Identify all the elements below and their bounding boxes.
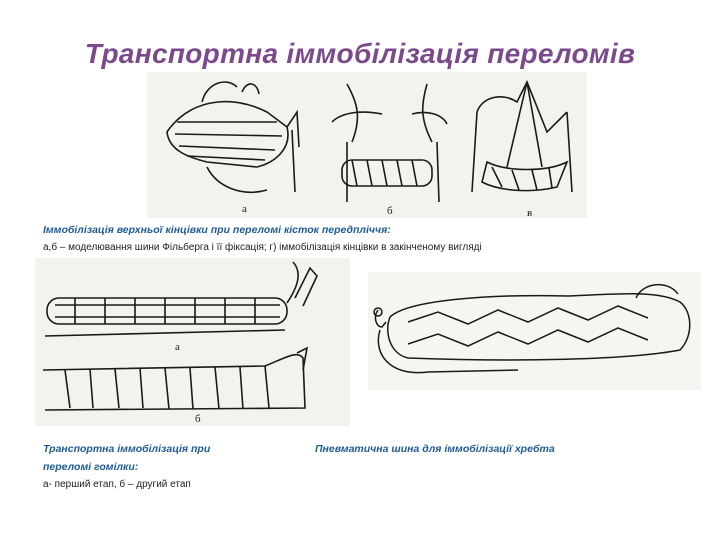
forearm-immobilization-figure bbox=[147, 72, 587, 218]
caption-spine-heading: Пневматична шина для іммобілізації хребта bbox=[315, 443, 555, 455]
caption-forearm-heading: Іммобілізація верхньої кінцівки при переломі кісток передпліччя: bbox=[43, 224, 391, 236]
figure-top-label-c: в bbox=[527, 207, 533, 218]
leg-immobilization-drawing bbox=[35, 258, 350, 426]
caption-leg-heading-line1: Транспортна іммобілізація при bbox=[43, 443, 211, 455]
figure-leg-label-a: а bbox=[175, 341, 180, 353]
caption-forearm-body: а,б – моделювання шини Фільберга і її фіксація; г) іммобілізація кінцівки в закінченому вигляді bbox=[43, 242, 482, 253]
figure-top-label-a: а bbox=[242, 203, 247, 215]
leg-immobilization-figure bbox=[35, 258, 350, 426]
spine-pneumatic-splint-drawing bbox=[368, 272, 701, 390]
figure-top-label-b: б bbox=[387, 205, 393, 217]
spine-pneumatic-splint-figure bbox=[368, 272, 701, 390]
caption-leg-heading-line2: переломі гомілки: bbox=[43, 461, 139, 473]
forearm-immobilization-drawing bbox=[147, 72, 587, 218]
slide-title: Транспортна іммобілізація переломів bbox=[84, 38, 636, 69]
caption-leg-body: а- перший етап, б – другий етап bbox=[43, 479, 191, 490]
figure-leg-label-b: б bbox=[195, 413, 201, 425]
